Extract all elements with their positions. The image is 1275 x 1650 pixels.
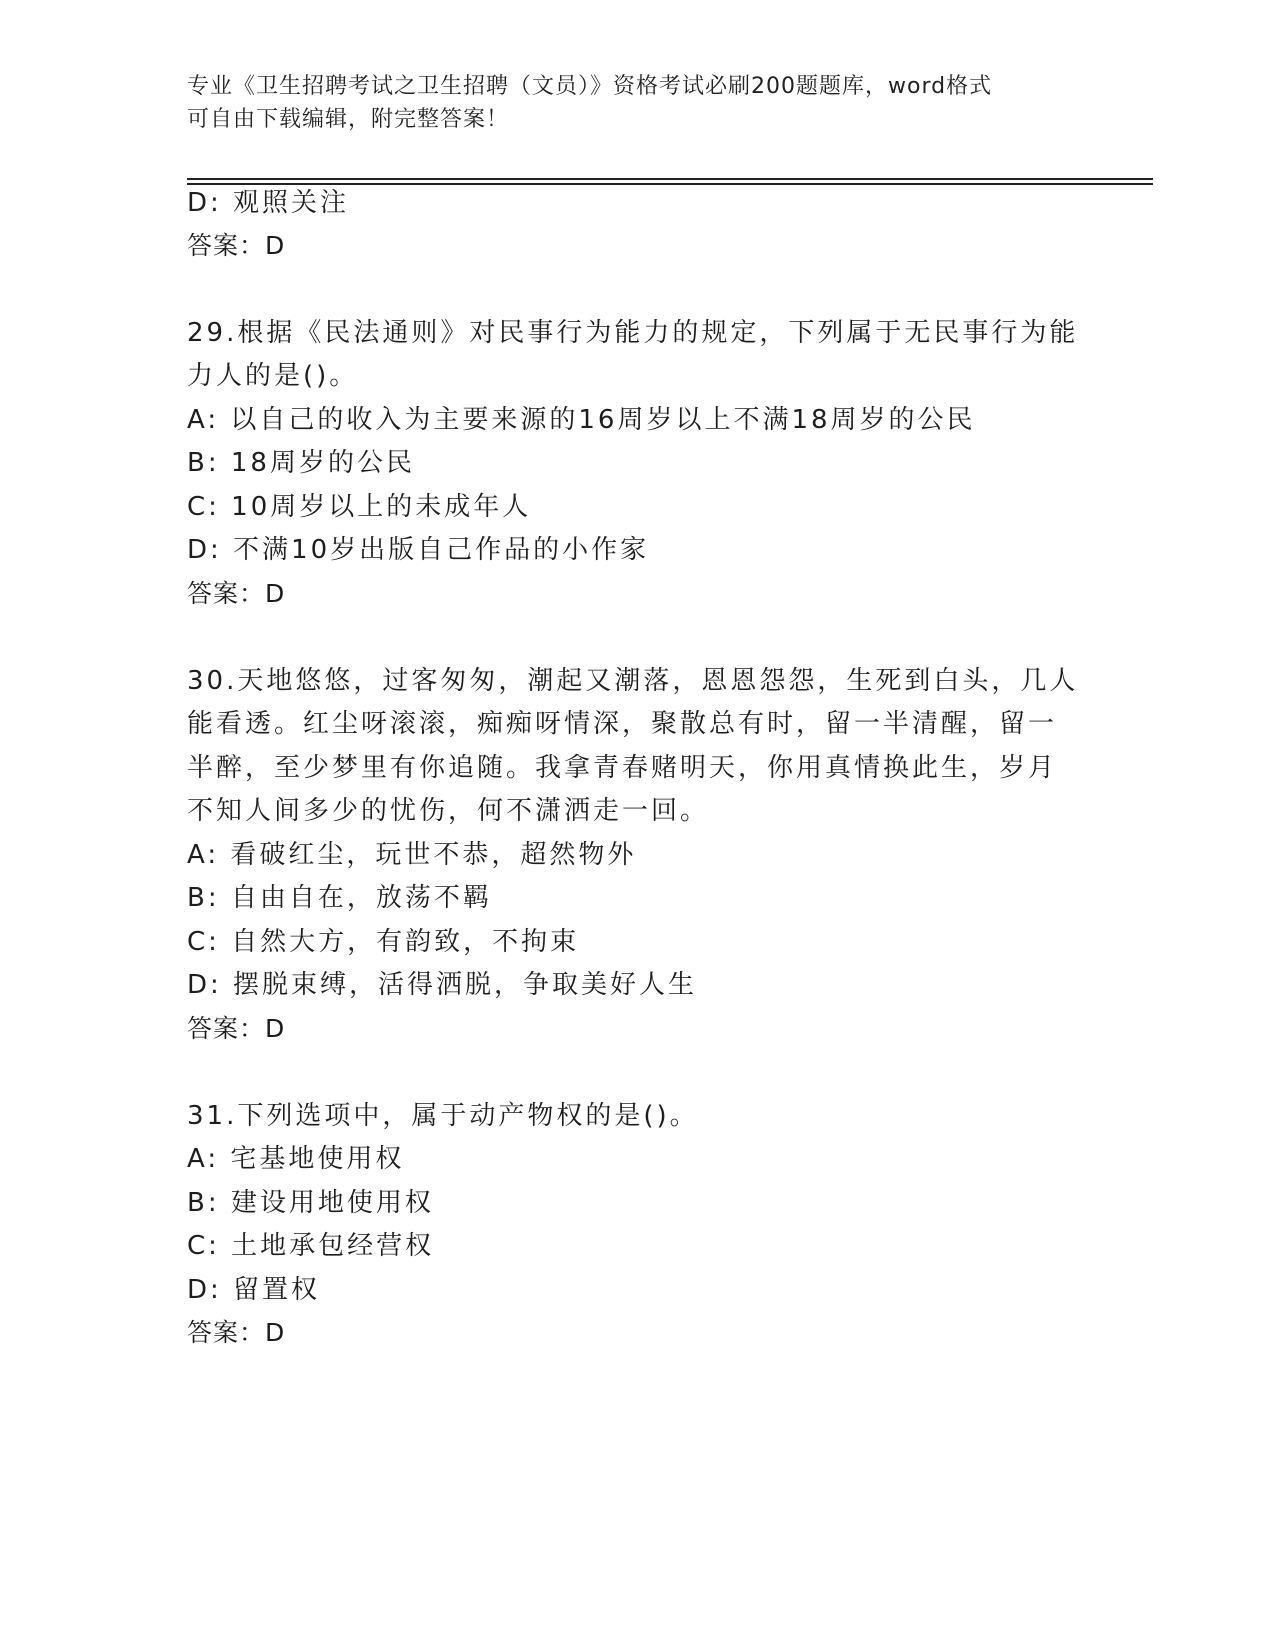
q31-option-b: B: 建设用地使用权 [187,1188,434,1218]
header-line-1: 专业《卫生招聘考试之卫生招聘（文员）》资格考试必刷200题题库，word格式 [187,74,993,99]
q31-option-d: D: 留置权 [187,1275,321,1305]
q29-answer: 答案：D [187,579,286,608]
q29-stem-line-2: 力人的是()。 [187,361,359,391]
q30-answer: 答案：D [187,1014,286,1043]
q30-option-c: C: 自然大方，有韵致，不拘束 [187,927,580,957]
q29-option-a: A: 以自己的收入为主要来源的16周岁以上不满18周岁的公民 [187,405,976,435]
q31-answer: 答案：D [187,1318,286,1347]
q31-option-c: C: 土地承包经营权 [187,1231,435,1261]
q30-stem-line-3: 半醉，至少梦里有你追随。我拿青春赌明天，你用真情换此生，岁月 [187,753,1058,783]
q29-option-b: B: 18周岁的公民 [187,448,415,478]
q30-stem-line-1: 30.天地悠悠，过客匆匆，潮起又潮落，恩恩怨怨，生死到白头，几人 [187,666,1079,696]
q30-option-a: A: 看破红尘，玩世不恭，超然物外 [187,840,637,870]
q30-stem-line-2: 能看透。红尘呀滚滚，痴痴呀情深，聚散总有时，留一半清醒，留一 [187,709,1058,739]
q30-stem-line-4: 不知人间多少的忧伤，何不潇洒走一回。 [187,796,710,826]
q30-option-d: D: 摆脱束缚，活得洒脱，争取美好人生 [187,970,698,1000]
prev-answer: 答案：D [187,231,286,260]
q29-option-c: C: 10周岁以上的未成年人 [187,492,532,522]
q30-option-b: B: 自由自在，放荡不羁 [187,883,492,913]
header-line-2: 可自由下载编辑，附完整答案！ [187,107,510,132]
q31-option-a: A: 宅基地使用权 [187,1144,405,1174]
prev-option-d: D: 观照关注 [187,188,350,218]
q31-stem-line-1: 31.下列选项中，属于动产物权的是()。 [187,1101,699,1131]
q29-stem-line-1: 29.根据《民法通则》对民事行为能力的规定，下列属于无民事行为能 [187,318,1079,348]
q29-option-d: D: 不满10岁出版自己作品的小作家 [187,535,650,565]
header-divider-top [187,178,1153,180]
document-header [187,70,1087,136]
